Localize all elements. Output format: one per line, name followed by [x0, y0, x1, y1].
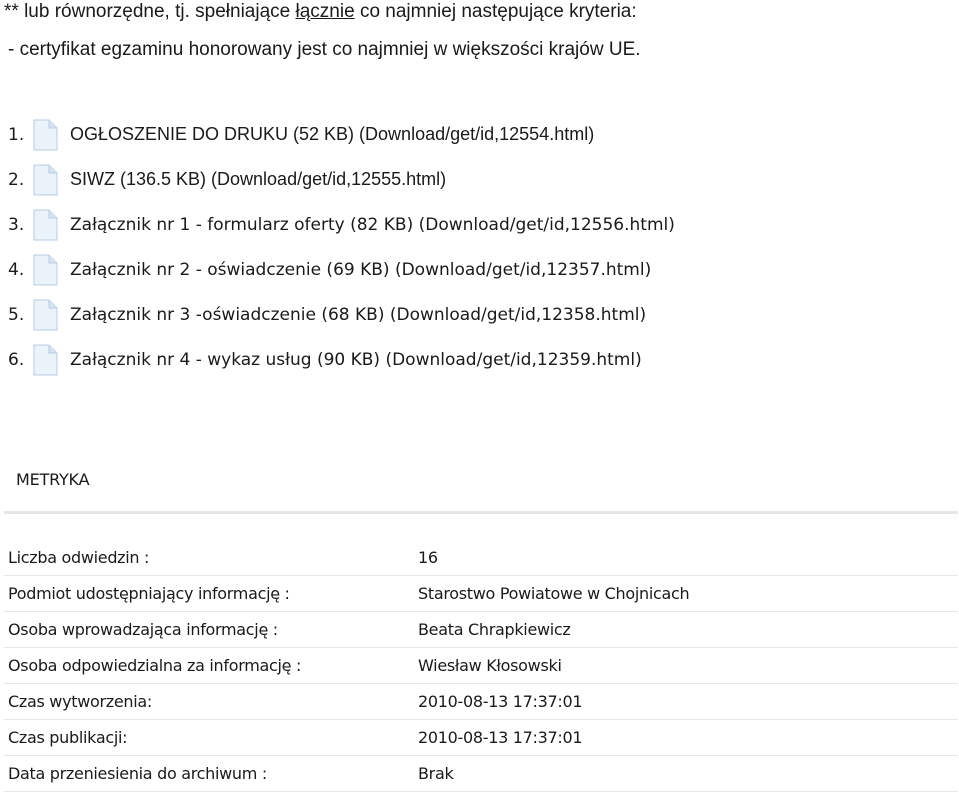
attachment-number: 1.: [8, 124, 25, 145]
metryka-value: 2010-08-13 17:37:01: [414, 684, 958, 720]
criteria-line-1-underlined: łącznie: [295, 1, 355, 22]
metryka-value: Brak: [414, 756, 958, 792]
metryka-label: Osoba wprowadzająca informację :: [4, 612, 414, 648]
attachment-link[interactable]: Załącznik nr 2 - oświadczenie (69 KB) (Download/get/id,12357.html): [70, 259, 652, 280]
attachment-item: [8, 112, 675, 157]
attachment-number: 3.: [8, 214, 25, 235]
table-row: [4, 648, 958, 684]
criteria-text: [4, 0, 954, 60]
table-row: [4, 576, 958, 612]
metryka-divider: [4, 511, 958, 514]
attachment-number: 2.: [8, 169, 25, 190]
file-icon: [32, 119, 58, 151]
attachment-item: [8, 247, 675, 292]
metryka-label: Data przeniesienia do archiwum :: [4, 756, 414, 792]
file-icon: [32, 209, 58, 241]
file-icon: [32, 254, 58, 286]
attachment-item: [8, 157, 675, 202]
attachment-item: [8, 292, 675, 337]
table-row: [4, 684, 958, 720]
metryka-value: Starostwo Powiatowe w Chojnicach: [414, 576, 958, 612]
metryka-label: Czas wytworzenia:: [4, 684, 414, 720]
attachment-number: 5.: [8, 304, 25, 325]
file-icon: [32, 164, 58, 196]
metryka-table: [4, 540, 958, 792]
criteria-line-2: - certyfikat egzaminu honorowany jest co najmniej w większości krajów UE.: [8, 39, 641, 60]
metryka-value: Beata Chrapkiewicz: [414, 612, 958, 648]
attachment-number: 4.: [8, 259, 25, 280]
metryka-heading: METRYKA: [16, 470, 90, 489]
metryka-value: 16: [414, 540, 958, 576]
file-icon: [32, 344, 58, 376]
metryka-label: Liczba odwiedzin :: [4, 540, 414, 576]
metryka-label: Czas publikacji:: [4, 720, 414, 756]
metryka-label: Podmiot udostępniający informację :: [4, 576, 414, 612]
table-row: [4, 612, 958, 648]
metryka-value: 2010-08-13 17:37:01: [414, 720, 958, 756]
table-row: [4, 720, 958, 756]
criteria-line-1: [4, 0, 954, 40]
attachment-link[interactable]: Załącznik nr 3 -oświadczenie (68 KB) (Download/get/id,12358.html): [70, 304, 647, 325]
table-row: [4, 756, 958, 792]
file-icon: [32, 299, 58, 331]
attachment-link[interactable]: Załącznik nr 1 - formularz oferty (82 KB) (Download/get/id,12556.html): [70, 214, 675, 235]
attachment-item: [8, 202, 675, 247]
table-row: [4, 540, 958, 576]
attachment-number: 6.: [8, 349, 25, 370]
metryka-value: Wiesław Kłosowski: [414, 648, 958, 684]
criteria-line-1-suffix: co najmniej następujące kryteria:: [354, 1, 637, 22]
attachments-list: [8, 112, 675, 382]
attachment-item: [8, 337, 675, 382]
criteria-line-1-prefix: ** lub równorzędne, tj. spełniające: [4, 1, 296, 22]
metryka-label: Osoba odpowiedzialna za informację :: [4, 648, 414, 684]
attachment-link[interactable]: OGŁOSZENIE DO DRUKU (52 KB) (Download/get/id,12554.html): [70, 124, 595, 144]
attachment-link[interactable]: SIWZ (136.5 KB) (Download/get/id,12555.html): [70, 169, 447, 189]
attachment-link[interactable]: Załącznik nr 4 - wykaz usług (90 KB) (Download/get/id,12359.html): [70, 349, 642, 370]
